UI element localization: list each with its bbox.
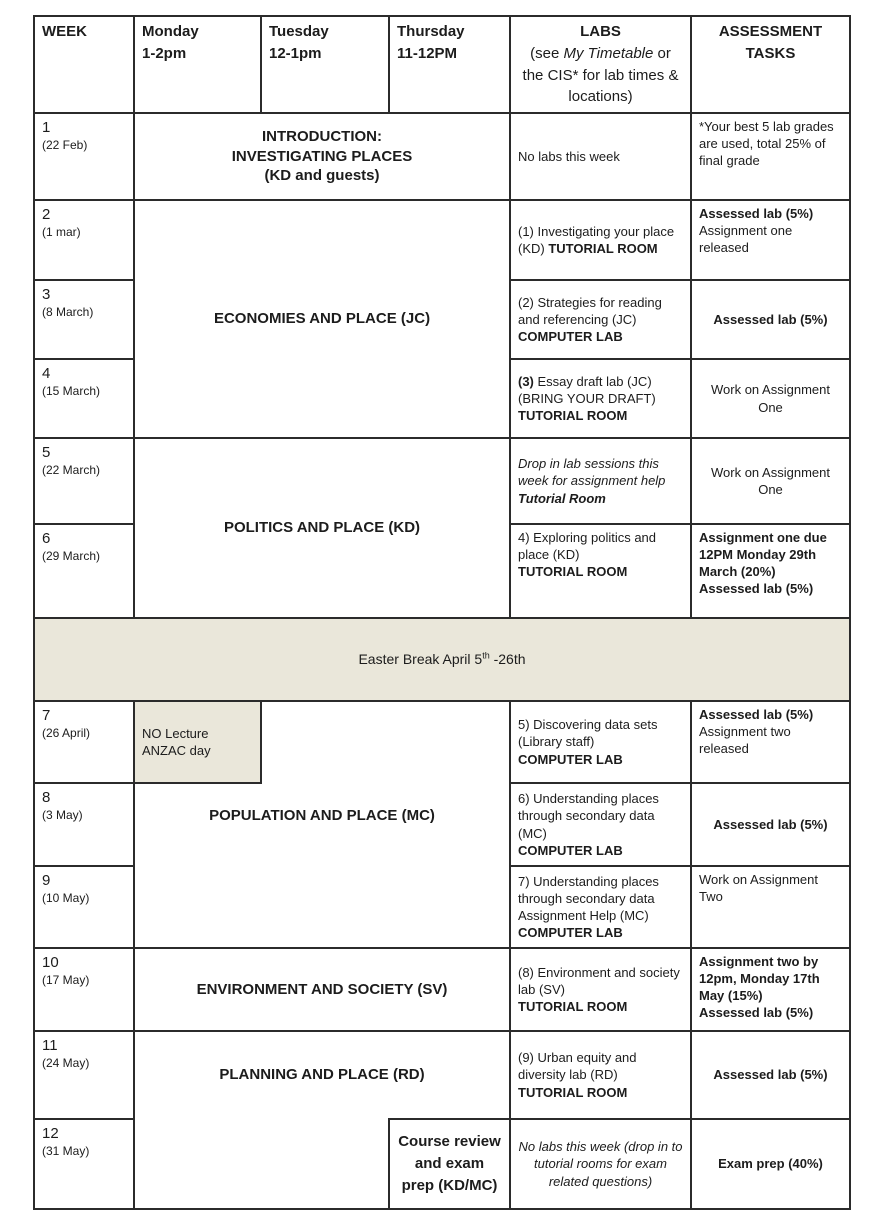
- labs-week-4: (3) Essay draft lab (JC) (BRING YOUR DRAFT) TUTORIAL ROOM: [510, 359, 691, 438]
- labs-week-6: 4) Exploring politics and place (KD) TUTORIAL ROOM: [510, 524, 691, 618]
- lecture-politics-cell: POLITICS AND PLACE (KD): [134, 438, 510, 618]
- no-lecture-anzac-cell: NO Lecture ANZAC day: [134, 701, 261, 783]
- week-number: 8: [42, 789, 51, 806]
- week-date: (15 March): [42, 383, 101, 398]
- header-assessment: ASSESSMENT TASKS: [691, 16, 850, 113]
- easter-break-cell: Easter Break April 5th -26th: [34, 618, 850, 701]
- lecture-economies-cell: ECONOMIES AND PLACE (JC): [134, 200, 510, 438]
- week-number: 9: [42, 872, 51, 889]
- week-5-cell: [34, 438, 134, 524]
- week-date: (31 May): [42, 1143, 90, 1158]
- week-number: 4: [42, 365, 51, 382]
- week-date: (22 March): [42, 462, 101, 477]
- week-number: 10: [42, 954, 59, 971]
- assessment-week-1: *Your best 5 lab grades are used, total 25% of final grade: [691, 113, 850, 200]
- assessment-week-7: Assessed lab (5%) Assignment two released: [691, 701, 850, 783]
- assessment-week-4: Work on Assignment One: [691, 359, 850, 438]
- lecture-planning-cell: PLANNING AND PLACE (RD): [134, 1031, 510, 1119]
- labs-week-12: No labs this week (drop in to tutorial rooms for exam related questions): [510, 1119, 691, 1209]
- week-4-cell: [34, 359, 134, 438]
- week-8-cell: [34, 783, 134, 866]
- week-6-cell: [34, 524, 134, 618]
- header-monday: Monday 1-2pm: [134, 16, 261, 113]
- week-number: 2: [42, 206, 51, 223]
- header-thursday: Thursday 11-12PM: [389, 16, 510, 113]
- assessment-week-12: Exam prep (40%): [691, 1119, 850, 1209]
- week-11-cell: [34, 1031, 134, 1119]
- week-number: 11: [42, 1037, 58, 1054]
- week-date: (26 April): [42, 725, 91, 740]
- week-12-cell: [34, 1119, 134, 1209]
- header-tuesday: Tuesday 12-1pm: [261, 16, 389, 113]
- labs-week-3: (2) Strategies for reading and referencing (JC) COMPUTER LAB: [510, 280, 691, 359]
- labs-week-11: (9) Urban equity and diversity lab (RD) TUTORIAL ROOM: [510, 1031, 691, 1119]
- labs-week-2: (1) Investigating your place (KD) TUTORIAL ROOM: [510, 200, 691, 280]
- week-date: (8 March): [42, 304, 94, 319]
- week-number: 12: [42, 1125, 59, 1142]
- week-date: (22 Feb): [42, 137, 88, 152]
- assessment-week-5: Work on Assignment One: [691, 438, 850, 524]
- week-number: 1: [42, 119, 51, 136]
- header-labs: LABS (see My Timetable or the CIS* for lab times & locations): [510, 16, 691, 113]
- week-date: (1 mar): [42, 224, 81, 239]
- course-review-cell: Course review and exam prep (KD/MC): [389, 1119, 510, 1209]
- week-number: 7: [42, 707, 51, 724]
- assessment-week-10: Assignment two by 12pm, Monday 17th May (15%) Assessed lab (5%): [691, 948, 850, 1031]
- week-date: (17 May): [42, 972, 90, 987]
- assessment-week-9: Work on Assignment Two: [691, 866, 850, 948]
- week-number: 3: [42, 286, 51, 303]
- labs-week-1: No labs this week: [510, 113, 691, 200]
- lecture-population-cell: POPULATION AND PLACE (MC): [134, 783, 510, 948]
- week-date: (29 March): [42, 548, 101, 563]
- week-2-cell: [34, 200, 134, 280]
- labs-week-8: 6) Understanding places through secondary data (MC) COMPUTER LAB: [510, 783, 691, 866]
- week-date: (3 May): [42, 807, 83, 822]
- lecture-introduction-cell: INTRODUCTION: INVESTIGATING PLACES (KD and guests): [134, 113, 510, 200]
- week-number: 6: [42, 530, 51, 547]
- week-10-cell: [34, 948, 134, 1031]
- week-9-cell: [34, 866, 134, 948]
- lecture-environment-cell: ENVIRONMENT AND SOCIETY (SV): [134, 948, 510, 1031]
- assessment-week-3: Assessed lab (5%): [691, 280, 850, 359]
- labs-week-9: 7) Understanding places through secondary data Assignment Help (MC) COMPUTER LAB: [510, 866, 691, 948]
- week-number: 5: [42, 444, 51, 461]
- empty-cell-week-7: [261, 701, 510, 783]
- labs-week-5: Drop in lab sessions this week for assignment help Tutorial Room: [510, 438, 691, 524]
- week-1-cell: [34, 113, 134, 200]
- week-date: (10 May): [42, 890, 90, 905]
- course-schedule-table: [33, 15, 851, 1210]
- assessment-week-8: Assessed lab (5%): [691, 783, 850, 866]
- assessment-week-2: Assessed lab (5%) Assignment one released: [691, 200, 850, 280]
- assessment-week-11: Assessed lab (5%): [691, 1031, 850, 1119]
- week-date: (24 May): [42, 1055, 90, 1070]
- labs-week-7: 5) Discovering data sets (Library staff) COMPUTER LAB: [510, 701, 691, 783]
- week-7-cell: [34, 701, 134, 783]
- assessment-week-6: Assignment one due 12PM Monday 29th March (20%) Assessed lab (5%): [691, 524, 850, 618]
- labs-week-10: (8) Environment and society lab (SV) TUTORIAL ROOM: [510, 948, 691, 1031]
- header-week: WEEK: [34, 16, 134, 113]
- empty-cell-week-12: [134, 1119, 389, 1209]
- week-3-cell: [34, 280, 134, 359]
